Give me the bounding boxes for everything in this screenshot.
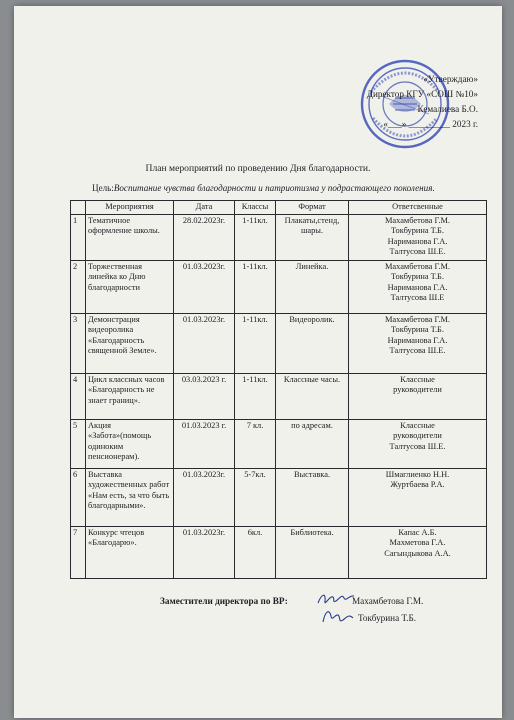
responsible-cell xyxy=(349,419,487,468)
date-cell: 01.03.2023 г. xyxy=(174,419,235,468)
responsible-person: руководители xyxy=(393,385,442,394)
responsible-person: руководители xyxy=(393,431,442,440)
row-number: 7 xyxy=(71,526,86,578)
deputy-name-2: Токбурина Т.Б. xyxy=(358,613,417,623)
goal-label: Цель: xyxy=(92,183,114,193)
classes-cell: 1-11кл. xyxy=(235,214,276,260)
header-classes: Классы xyxy=(235,201,276,215)
format-cell: Видеоролик. xyxy=(276,313,349,373)
row-number: 3 xyxy=(71,313,86,373)
document-title: План мероприятий по проведению Дня благодарности. xyxy=(145,163,371,174)
handwritten-signature xyxy=(320,606,356,628)
table-row xyxy=(71,419,487,468)
responsible-person: Капас А.Б. xyxy=(398,527,437,537)
row-number: 6 xyxy=(71,468,86,526)
responsible-person: Махамбетова Г.М. xyxy=(384,314,451,324)
event-cell: Тематичное оформление школы. xyxy=(86,214,174,260)
signatures-label xyxy=(160,596,288,606)
header-number xyxy=(71,201,86,215)
goal-text: Воспитание чувства благодарности и патриотизма у подрастающего поколения. xyxy=(113,183,435,193)
responsible-cell xyxy=(349,526,487,578)
format-cell: Выставка. xyxy=(276,468,349,526)
classes-cell: 7 кл. xyxy=(235,419,276,468)
approval-block xyxy=(318,72,478,132)
responsible-person: Талтусова Ш.Е. xyxy=(389,441,446,451)
responsible-person: Махамбетова Г.М. xyxy=(384,215,451,225)
approval-name: Кемалиева Б.О. xyxy=(417,104,478,114)
header-events: Мероприятия xyxy=(86,201,174,215)
table-header-row xyxy=(71,201,487,215)
classes-cell: 1-11кл. xyxy=(235,313,276,373)
goal-line xyxy=(92,183,435,193)
event-cell: Конкурс чтецов «Благодарю». xyxy=(86,526,174,578)
responsible-person: Классные xyxy=(400,374,435,384)
header-date: Дата xyxy=(174,201,235,215)
responsible-person: Махметова Г.А. xyxy=(389,538,446,547)
row-number: 5 xyxy=(71,419,86,468)
deputy-name-1: Махамбетова Г.М. xyxy=(352,596,424,606)
row-number: 2 xyxy=(71,260,86,313)
table-row xyxy=(71,214,487,260)
responsible-person: Токбурина Т.Б. xyxy=(391,272,444,281)
row-number: 4 xyxy=(71,373,86,419)
classes-cell: 1-11кл. xyxy=(235,260,276,313)
responsible-cell xyxy=(349,313,487,373)
responsible-cell xyxy=(349,214,487,260)
responsible-person: Нариманова Г.А. xyxy=(387,335,448,345)
event-cell: Акция «Забота»(помощь одиноким пенсионерам). xyxy=(86,419,174,468)
format-cell: Линейка. xyxy=(276,260,349,313)
format-cell: Библиотека. xyxy=(276,526,349,578)
header-format: Формат xyxy=(276,201,349,215)
responsible-person: Токбурина Т.Б. xyxy=(391,325,444,334)
table-row xyxy=(71,313,487,373)
responsible-person: Журтбаева Р.А. xyxy=(390,480,445,489)
responsible-person: Талтусова Ш.Е. xyxy=(389,247,446,256)
date-cell: 01.03.2023г. xyxy=(174,313,235,373)
event-cell: Торжественная линейка ко Дню благодарности xyxy=(86,260,174,313)
table-row xyxy=(71,468,487,526)
format-cell: Плакаты,стенд, шары. xyxy=(276,214,349,260)
responsible-person: Махамбетова Г.М. xyxy=(384,261,451,271)
header-responsible: Ответсвенные xyxy=(349,201,487,215)
table-row xyxy=(71,260,487,313)
event-cell: Выставка художественных работ «Нам есть, за что быть благодарными». xyxy=(86,468,174,526)
event-cell: Цикл классных часов «Благодарность не знает границ». xyxy=(86,373,174,419)
format-cell: Классные часы. xyxy=(276,373,349,419)
row-number: 1 xyxy=(71,214,86,260)
date-cell: 01.03.2023г. xyxy=(174,526,235,578)
date-cell: 01.03.2023г. xyxy=(174,468,235,526)
responsible-person: Нариманова Г.А. xyxy=(387,236,448,246)
responsible-person: Шмаглиенко Н.Н. xyxy=(385,469,450,479)
responsible-person: Классные xyxy=(400,420,435,430)
approval-heading: «Утверждаю» xyxy=(423,74,478,84)
responsible-cell xyxy=(349,260,487,313)
table-row xyxy=(71,373,487,419)
date-cell: 01.03.2023г. xyxy=(174,260,235,313)
approval-date: «___» _________ 2023 г. xyxy=(383,119,478,129)
deputy-directors-label: Заместители директора по ВР: xyxy=(160,596,288,606)
table-row xyxy=(71,526,487,578)
responsible-cell xyxy=(349,468,487,526)
date-cell: 03.03.2023 г. xyxy=(174,373,235,419)
responsible-person: Сагындыкова А.А. xyxy=(384,548,451,558)
classes-cell: 1-11кл. xyxy=(235,373,276,419)
date-cell: 28.02.2023г. xyxy=(174,214,235,260)
format-cell: по адресам. xyxy=(276,419,349,468)
responsible-person: Талтусова Ш.Е. xyxy=(389,346,446,355)
approval-director: Директор КГУ «СОШ №10» xyxy=(366,89,478,99)
events-table xyxy=(70,200,487,579)
event-cell: Демонстрация видеоролика «Благодарность священной Земле». xyxy=(86,313,174,373)
responsible-cell xyxy=(349,373,487,419)
responsible-person: Талтусова Ш.Е xyxy=(390,293,445,302)
classes-cell: 5-7кл. xyxy=(235,468,276,526)
responsible-person: Нариманова Г.А. xyxy=(387,282,448,292)
responsible-person: Токбурина Т.Б. xyxy=(391,226,444,235)
classes-cell: 6кл. xyxy=(235,526,276,578)
document-page xyxy=(14,6,502,718)
